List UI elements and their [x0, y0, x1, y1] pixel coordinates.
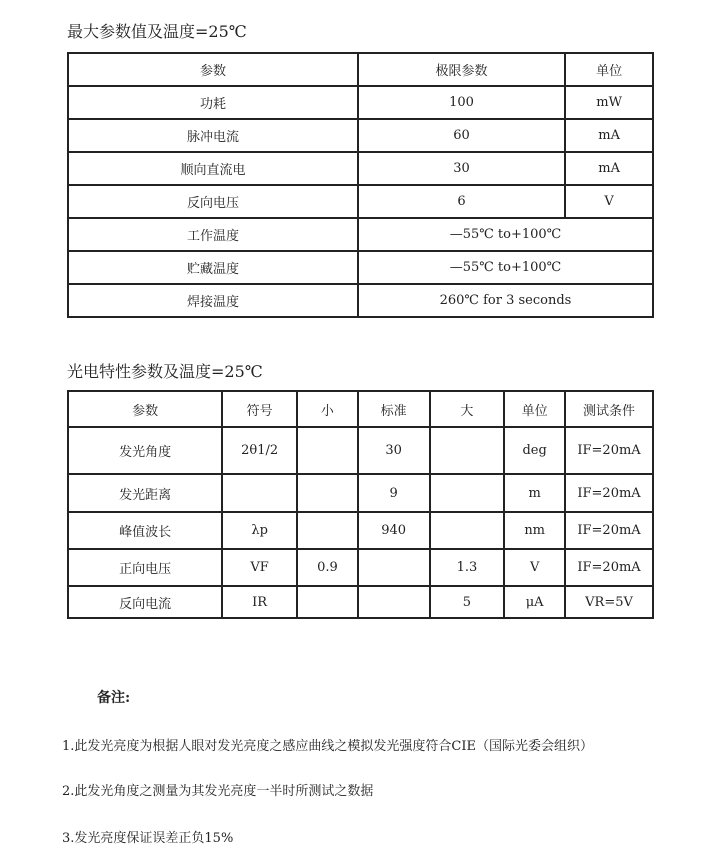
table-cell: 1.3: [430, 549, 505, 586]
table-cell: mA: [565, 152, 653, 185]
table-cell: deg: [504, 427, 565, 474]
table-row: [68, 549, 653, 586]
table-cell: [297, 474, 358, 512]
table-cell: 符号: [222, 391, 297, 427]
table-row: [68, 427, 653, 474]
table-cell: 工作温度: [68, 218, 358, 251]
table-row: [68, 185, 653, 218]
table-cell: 小: [297, 391, 358, 427]
table-row: [68, 119, 653, 152]
table-cell: [430, 427, 505, 474]
table-cell: 发光角度: [68, 427, 222, 474]
table-cell: 30: [358, 152, 565, 185]
table-cell: 单位: [504, 391, 565, 427]
notes-heading: 备注:: [97, 690, 131, 706]
table-cell: μA: [504, 586, 565, 618]
table-cell: 5: [430, 586, 505, 618]
table-cell: nm: [504, 512, 565, 549]
table-row: [68, 391, 653, 427]
table-row: [68, 284, 653, 317]
electro-optical-table: [67, 390, 654, 619]
table-cell: 9: [358, 474, 430, 512]
table-row: [68, 251, 653, 284]
table-cell: V: [504, 549, 565, 586]
table-cell: 2θ1/2: [222, 427, 297, 474]
table-cell: 6: [358, 185, 565, 218]
table-cell: [297, 427, 358, 474]
table-cell: 正向电压: [68, 549, 222, 586]
table-cell: 0.9: [297, 549, 358, 586]
table-cell: [222, 474, 297, 512]
table-cell: 极限参数: [358, 53, 565, 86]
table-cell: [430, 512, 505, 549]
table-row: [68, 86, 653, 119]
table-cell: mA: [565, 119, 653, 152]
table-cell: [297, 586, 358, 618]
table-cell: IF=20mA: [565, 427, 653, 474]
table-cell: 峰值波长: [68, 512, 222, 549]
table-cell: 100: [358, 86, 565, 119]
max-ratings-table: [67, 52, 654, 318]
table-cell: [430, 474, 505, 512]
table-cell: —55℃ to+100℃: [358, 218, 653, 251]
table-cell: 反向电压: [68, 185, 358, 218]
table-cell: —55℃ to+100℃: [358, 251, 653, 284]
table-row: [68, 218, 653, 251]
table-row: [68, 586, 653, 618]
note-item: 3.发光亮度保证误差正负15%: [62, 831, 234, 846]
table-cell: [297, 512, 358, 549]
table-cell: VF: [222, 549, 297, 586]
table-cell: 30: [358, 427, 430, 474]
section2-title: 光电特性参数及温度=25℃: [67, 362, 263, 381]
table-cell: 标准: [358, 391, 430, 427]
table-cell: 顺向直流电: [68, 152, 358, 185]
note-item: 1.此发光亮度为根据人眼对发光亮度之感应曲线之模拟发光强度符合CIE（国际光委会组织）: [62, 739, 593, 754]
table-cell: 发光距离: [68, 474, 222, 512]
table-cell: 脉冲电流: [68, 119, 358, 152]
table-cell: 940: [358, 512, 430, 549]
table-cell: mW: [565, 86, 653, 119]
section1-title: 最大参数值及温度=25℃: [67, 22, 247, 41]
table-cell: IF=20mA: [565, 549, 653, 586]
table-cell: 单位: [565, 53, 653, 86]
table-cell: [358, 586, 430, 618]
table-cell: VR=5V: [565, 586, 653, 618]
table-row: [68, 152, 653, 185]
table-cell: IF=20mA: [565, 474, 653, 512]
table-cell: 大: [430, 391, 505, 427]
table-cell: 60: [358, 119, 565, 152]
table-cell: 反向电流: [68, 586, 222, 618]
table-cell: [358, 549, 430, 586]
table-cell: IR: [222, 586, 297, 618]
table-cell: 功耗: [68, 86, 358, 119]
note-item: 2.此发光角度之测量为其发光亮度一半时所测试之数据: [62, 784, 374, 799]
table-cell: 260℃ for 3 seconds: [358, 284, 653, 317]
table-cell: 焊接温度: [68, 284, 358, 317]
table-row: [68, 512, 653, 549]
table-cell: 贮藏温度: [68, 251, 358, 284]
table-cell: IF=20mA: [565, 512, 653, 549]
table-row: [68, 53, 653, 86]
table-cell: 参数: [68, 391, 222, 427]
table-cell: 参数: [68, 53, 358, 86]
table-cell: 测试条件: [565, 391, 653, 427]
table-cell: V: [565, 185, 653, 218]
table-cell: λp: [222, 512, 297, 549]
table-cell: m: [504, 474, 565, 512]
table-row: [68, 474, 653, 512]
